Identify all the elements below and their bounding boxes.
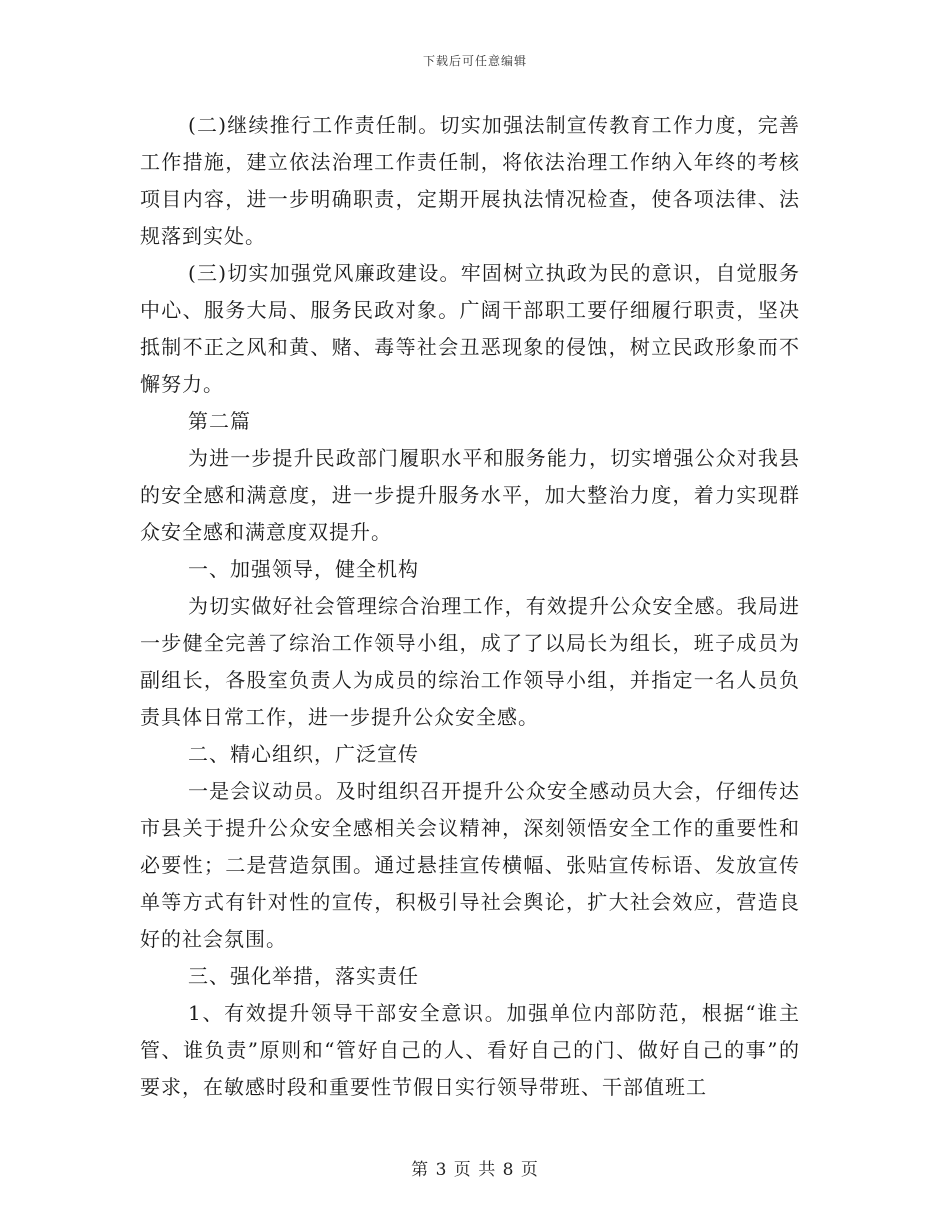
heading-organize-publicize: 二、精心组织，广泛宣传: [188, 742, 419, 766]
section-title-second-article: 第二篇: [188, 409, 251, 433]
paragraph-intro: 为进一步提升民政部门履职水平和服务能力，切实增强公众对我县的安全感和满意度，进一步提升服务水平，加大整治力度，着力实现群众安全感和满意度双提升。: [140, 446, 800, 544]
document-body: [140, 107, 800, 1106]
page-header: 下载后可任意编辑: [422, 54, 527, 68]
paragraph-safety-awareness: 1、有效提升领导干部安全意识。加强单位内部防范，根据“谁主管、谁负责”原则和“管好自己的人、看好自己的门、做好自己的事”的要求，在敏感时段和重要性节假日实行领导带班、干部值班工: [140, 1001, 800, 1099]
paragraph-party-conduct: (三)切实加强党风廉政建设。牢固树立执政为民的意识，自觉服务中心、服务大局、服务民政对象。广阔干部职工要仔细履行职责，坚决抵制不正之风和黄、赌、毒等社会丑恶现象的侵蚀，树立民政形象而不懈努力。: [140, 261, 800, 396]
heading-strengthen-measures: 三、强化举措，落实责任: [188, 964, 419, 988]
paragraph-continue-responsibility: (二)继续推行工作责任制。切实加强法制宣传教育工作力度，完善工作措施，建立依法治理工作责任制，将依法治理工作纳入年终的考核项目内容，进一步明确职责，定期开展执法情况检查，使各项法律、法规落到实处。: [140, 113, 800, 248]
page-footer: 第 3 页 共 8 页: [411, 1160, 539, 1180]
paragraph-publicize: 一是会议动员。及时组织召开提升公众安全感动员大会，仔细传达市县关于提升公众安全感相关会议精神，深刻领悟安全工作的重要性和必要性；二是营造氛围。通过悬挂宣传横幅、张贴宣传标语、发放宣传单等方式有针对性的宣传，积极引导社会舆论，扩大社会效应，营造良好的社会氛围。: [140, 779, 800, 951]
paragraph-leadership: 为切实做好社会管理综合治理工作，有效提升公众安全感。我局进一步健全完善了综治工作领导小组，成了了以局长为组长，班子成员为副组长，各股室负责人为成员的综治工作领导小组，并指定一名人员负责具体日常工作，进一步提升公众安全感。: [140, 594, 800, 729]
heading-strengthen-leadership: 一、加强领导，健全机构: [188, 557, 419, 581]
